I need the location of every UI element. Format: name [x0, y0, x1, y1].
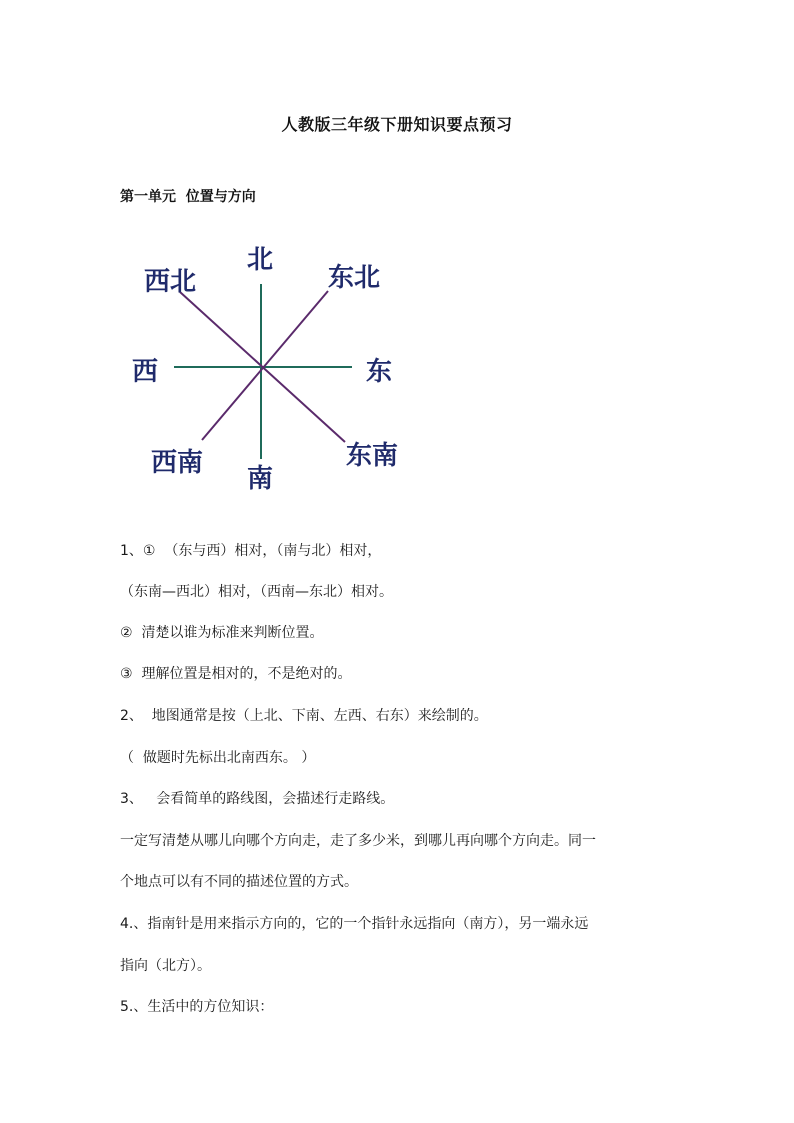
content-line: （东南—西北）相对，（西南—东北）相对。	[120, 584, 393, 600]
content-line: ② 清楚以谁为标准来判断位置。	[120, 625, 324, 641]
label-southeast: 东南	[346, 441, 399, 471]
compass-diagram	[120, 234, 420, 516]
label-north: 北	[247, 245, 274, 275]
document-title: 人教版三年级下册知识要点预习	[281, 115, 513, 134]
content-line: 4.、指南针是用来指示方向的，它的一个指针永远指向（南方），另一端永远	[120, 916, 589, 932]
content-line: ③ 理解位置是相对的，不是绝对的。	[120, 666, 352, 682]
northeast-southwest-line	[202, 291, 328, 440]
compass-svg	[120, 234, 420, 516]
unit-heading: 第一单元 位置与方向	[120, 189, 256, 205]
label-southwest: 西南	[151, 448, 204, 478]
content-line: 5.、生活中的方位知识：	[120, 999, 274, 1015]
label-northwest: 西北	[144, 267, 197, 297]
content-line: 3、 会看简单的路线图，会描述行走路线。	[120, 791, 395, 807]
content-line: 一定写清楚从哪儿向哪个方向走，走了多少米，到哪儿再向哪个方向走。同一	[120, 833, 596, 849]
content-line: 个地点可以有不同的描述位置的方式。	[120, 874, 358, 890]
label-west: 西	[132, 357, 159, 387]
label-northeast: 东北	[328, 263, 381, 293]
content-line: 2、 地图通常是按（上北、下南、左西、右东）来绘制的。	[120, 708, 488, 724]
content-line: （ 做题时先标出北南西东。 ）	[120, 750, 316, 766]
label-east: 东	[366, 357, 393, 387]
label-south: 南	[247, 464, 274, 494]
content-line: 1、① （东与西）相对，（南与北）相对，	[120, 543, 382, 559]
content-line: 指向（北方）。	[120, 958, 211, 974]
